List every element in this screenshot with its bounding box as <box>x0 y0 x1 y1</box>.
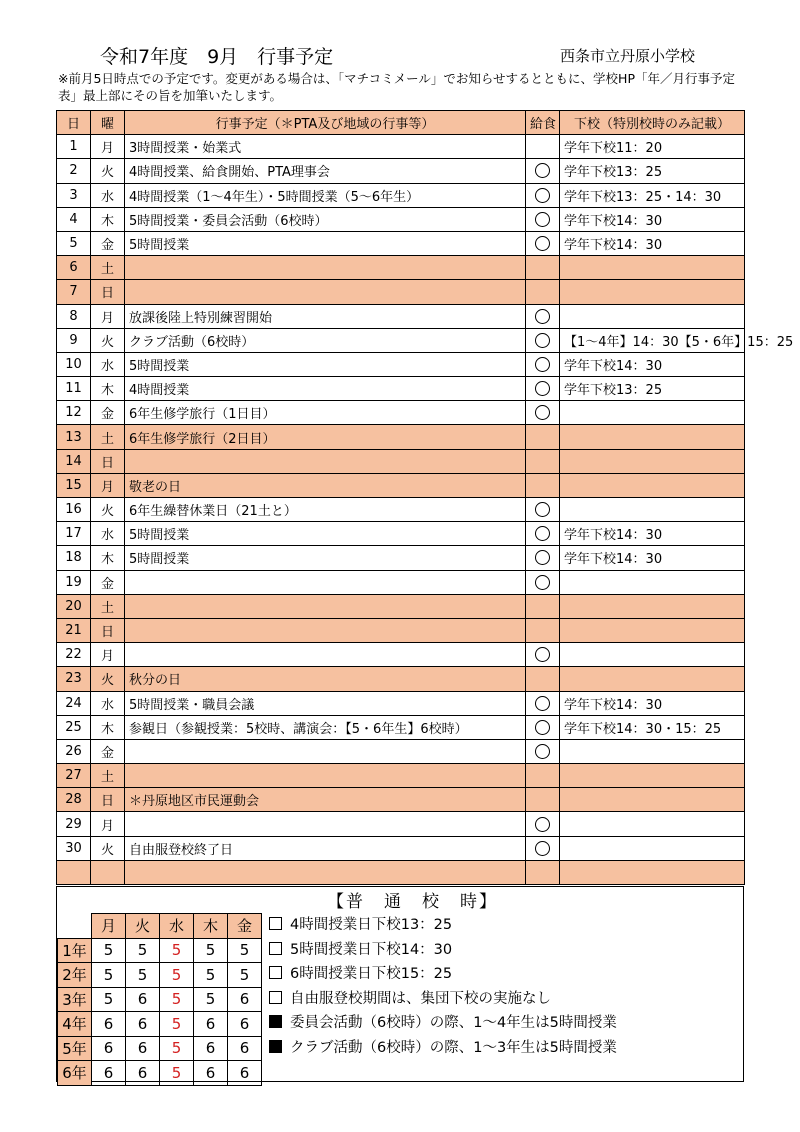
dismissal-cell <box>560 618 745 642</box>
period-count: 6 <box>228 1061 262 1086</box>
day-cell: 8 <box>57 304 91 328</box>
grade-label: 2年 <box>58 963 92 988</box>
legend-text: 4時間授業日下校13：25 <box>290 917 453 933</box>
dismissal-cell <box>560 280 745 304</box>
dismissal-cell <box>560 594 745 618</box>
schedule-row <box>57 401 745 425</box>
dismissal-cell <box>560 498 745 522</box>
event-cell: 3時間授業・始業式 <box>125 135 526 159</box>
legend-text: 5時間授業日下校14：30 <box>290 941 453 958</box>
period-count: 5 <box>160 1061 194 1086</box>
period-row <box>58 963 262 988</box>
lunch-circle-icon <box>535 309 550 324</box>
dismissal-cell <box>560 256 745 280</box>
lunch-cell <box>526 691 560 715</box>
schedule-row <box>57 135 745 159</box>
lunch-circle-icon <box>535 647 550 662</box>
legend-item <box>269 938 739 963</box>
period-count: 5 <box>126 938 160 963</box>
schedule-row <box>57 643 745 667</box>
period-count: 5 <box>194 963 228 988</box>
dismissal-cell <box>560 473 745 497</box>
schedule-row <box>57 715 745 739</box>
event-cell <box>125 860 526 884</box>
lunch-cell <box>526 739 560 763</box>
period-count: 6 <box>194 1061 228 1086</box>
dow-cell: 土 <box>91 594 125 618</box>
period-body <box>58 938 262 1085</box>
dow-cell: 水 <box>91 522 125 546</box>
dismissal-cell: 学年下校13：25・14：30 <box>560 183 745 207</box>
lunch-cell <box>526 159 560 183</box>
event-cell <box>125 643 526 667</box>
schedule-header-row <box>57 111 745 135</box>
day-cell: 15 <box>57 473 91 497</box>
legend-text: 6時間授業日下校15：25 <box>290 966 453 982</box>
lunch-circle-icon <box>535 333 550 348</box>
schedule-table <box>56 110 794 885</box>
schedule-row <box>57 352 745 376</box>
lunch-circle-icon <box>535 381 550 396</box>
lunch-circle-icon <box>535 720 550 735</box>
dismissal-cell <box>560 667 745 691</box>
schedule-row <box>57 256 745 280</box>
lunch-circle-icon <box>535 526 550 541</box>
dismissal-cell <box>560 812 745 836</box>
event-cell <box>125 618 526 642</box>
event-cell: 5時間授業・委員会活動（6校時） <box>125 207 526 231</box>
period-count: 6 <box>126 1036 160 1061</box>
period-day-tue: 火 <box>126 914 160 939</box>
dismissal-cell <box>560 449 745 473</box>
day-cell: 20 <box>57 594 91 618</box>
dow-cell: 水 <box>91 691 125 715</box>
dismissal-cell: 学年下校14：30 <box>560 207 745 231</box>
period-count: 5 <box>160 963 194 988</box>
empty-square-icon <box>269 966 282 979</box>
dismissal-cell: 学年下校13：25 <box>560 377 745 401</box>
lunch-cell <box>526 231 560 255</box>
header-lunch: 給食 <box>526 111 560 135</box>
dow-cell <box>91 860 125 884</box>
page-title: 令和7年度 9月 行事予定 <box>100 46 334 68</box>
school-name: 西条市立丹原小学校 <box>560 47 696 65</box>
day-cell: 27 <box>57 764 91 788</box>
lunch-cell <box>526 594 560 618</box>
lunch-cell <box>526 836 560 860</box>
period-count: 5 <box>194 938 228 963</box>
day-cell: 28 <box>57 788 91 812</box>
dismissal-cell <box>560 788 745 812</box>
period-row <box>58 1036 262 1061</box>
lunch-circle-icon <box>535 817 550 832</box>
lunch-circle-icon <box>535 163 550 178</box>
day-cell: 22 <box>57 643 91 667</box>
period-count: 5 <box>160 938 194 963</box>
lunch-cell <box>526 860 560 884</box>
schedule-row <box>57 425 745 449</box>
lunch-circle-icon <box>535 575 550 590</box>
event-cell: 自由服登校終了日 <box>125 836 526 860</box>
grade-label: 1年 <box>58 938 92 963</box>
schedule-row <box>57 860 745 884</box>
period-count: 6 <box>194 1036 228 1061</box>
lunch-cell <box>526 570 560 594</box>
dismissal-cell <box>560 643 745 667</box>
day-cell: 14 <box>57 449 91 473</box>
event-cell: 5時間授業 <box>125 231 526 255</box>
period-day-mon: 月 <box>92 914 126 939</box>
period-count: 6 <box>126 1061 160 1086</box>
legend-item <box>269 987 739 1012</box>
lunch-cell <box>526 643 560 667</box>
dismissal-cell: 【1～4年】14：30【5・6年】15：25 <box>560 328 745 352</box>
legend-text: クラブ活動（6校時）の際、1～3年生は5時間授業 <box>290 1039 617 1056</box>
event-cell: 5時間授業 <box>125 352 526 376</box>
period-count: 6 <box>92 1012 126 1037</box>
dow-cell: 月 <box>91 473 125 497</box>
period-count: 5 <box>228 963 262 988</box>
filled-square-icon <box>269 1040 282 1053</box>
futsu-title: 【普 通 校 時】 <box>327 892 498 912</box>
dismissal-cell <box>560 764 745 788</box>
header-dismissal: 下校（特別校時のみ記載） <box>560 111 745 135</box>
legend-item <box>269 1011 739 1036</box>
dow-cell: 木 <box>91 715 125 739</box>
day-cell: 3 <box>57 183 91 207</box>
event-cell: ＊丹原地区市民運動会 <box>125 788 526 812</box>
lunch-cell <box>526 135 560 159</box>
header-event: 行事予定（＊PTA及び地域の行事等） <box>125 111 526 135</box>
empty-square-icon <box>269 942 282 955</box>
period-row <box>58 1012 262 1037</box>
lunch-cell <box>526 328 560 352</box>
event-cell: 参観日（参観授業：5校時、講演会：【5・6年生】6校時） <box>125 715 526 739</box>
dismissal-cell <box>560 836 745 860</box>
period-day-thu: 木 <box>194 914 228 939</box>
lunch-cell <box>526 377 560 401</box>
dow-cell: 金 <box>91 401 125 425</box>
grade-label: 6年 <box>58 1061 92 1086</box>
schedule-row <box>57 788 745 812</box>
day-cell: 5 <box>57 231 91 255</box>
schedule-body <box>57 135 794 885</box>
empty-square-icon <box>269 917 282 930</box>
event-cell <box>125 570 526 594</box>
dismissal-cell: 学年下校14：30 <box>560 231 745 255</box>
legend-item <box>269 962 739 987</box>
period-count: 5 <box>160 1036 194 1061</box>
dow-cell: 火 <box>91 328 125 352</box>
day-cell: 4 <box>57 207 91 231</box>
event-cell <box>125 449 526 473</box>
dismissal-cell: 学年下校11：20 <box>560 135 745 159</box>
lunch-cell <box>526 280 560 304</box>
lunch-circle-icon <box>535 696 550 711</box>
schedule-row <box>57 183 745 207</box>
lunch-cell <box>526 207 560 231</box>
schedule-row <box>57 764 745 788</box>
day-cell: 19 <box>57 570 91 594</box>
dow-cell: 木 <box>91 546 125 570</box>
period-count: 5 <box>228 938 262 963</box>
schedule-row <box>57 691 745 715</box>
dow-cell: 月 <box>91 643 125 667</box>
dismissal-legend <box>269 913 739 1060</box>
schedule-row <box>57 304 745 328</box>
empty-square-icon <box>269 991 282 1004</box>
event-cell: 5時間授業 <box>125 546 526 570</box>
period-day-wed: 水 <box>160 914 194 939</box>
lunch-cell <box>526 522 560 546</box>
dow-cell: 日 <box>91 449 125 473</box>
lunch-cell <box>526 473 560 497</box>
grade-label: 5年 <box>58 1036 92 1061</box>
dow-cell: 火 <box>91 836 125 860</box>
schedule-row <box>57 812 745 836</box>
filled-square-icon <box>269 1015 282 1028</box>
day-cell: 21 <box>57 618 91 642</box>
day-cell: 9 <box>57 328 91 352</box>
schedule-row <box>57 546 745 570</box>
period-header-row <box>58 914 262 939</box>
dismissal-cell: 学年下校14：30 <box>560 352 745 376</box>
lunch-cell <box>526 618 560 642</box>
event-cell: 5時間授業 <box>125 522 526 546</box>
period-count: 6 <box>228 987 262 1012</box>
dismissal-cell <box>560 425 745 449</box>
schedule-row <box>57 522 745 546</box>
day-cell: 13 <box>57 425 91 449</box>
dismissal-cell <box>560 570 745 594</box>
dow-cell: 土 <box>91 425 125 449</box>
event-cell: クラブ活動（6校時） <box>125 328 526 352</box>
day-cell: 29 <box>57 812 91 836</box>
grade-label: 4年 <box>58 1012 92 1037</box>
period-count: 5 <box>160 1012 194 1037</box>
period-count: 5 <box>126 963 160 988</box>
lunch-cell <box>526 764 560 788</box>
period-count: 6 <box>92 1036 126 1061</box>
dow-cell: 月 <box>91 812 125 836</box>
schedule-row <box>57 280 745 304</box>
dismissal-cell: 学年下校14：30 <box>560 522 745 546</box>
schedule-row <box>57 739 745 763</box>
event-cell <box>125 594 526 618</box>
day-cell: 26 <box>57 739 91 763</box>
event-cell <box>125 739 526 763</box>
dismissal-cell <box>560 401 745 425</box>
schedule-row <box>57 570 745 594</box>
schedule-row <box>57 159 745 183</box>
lunch-circle-icon <box>535 188 550 203</box>
dow-cell: 金 <box>91 739 125 763</box>
day-cell: 16 <box>57 498 91 522</box>
dow-cell: 土 <box>91 256 125 280</box>
schedule-row <box>57 377 745 401</box>
dismissal-cell: 学年下校13：25 <box>560 159 745 183</box>
day-cell: 6 <box>57 256 91 280</box>
lunch-cell <box>526 425 560 449</box>
lunch-cell <box>526 401 560 425</box>
event-cell: 6年生繰替休業日（21土と） <box>125 498 526 522</box>
period-count: 6 <box>194 1012 228 1037</box>
period-count: 5 <box>92 963 126 988</box>
schedule-row <box>57 498 745 522</box>
period-day-fri: 金 <box>228 914 262 939</box>
day-cell: 7 <box>57 280 91 304</box>
legend-text: 委員会活動（6校時）の際、1～4年生は5時間授業 <box>290 1015 617 1031</box>
day-cell: 1 <box>57 135 91 159</box>
dismissal-cell: 学年下校14：30 <box>560 546 745 570</box>
schedule-row <box>57 207 745 231</box>
day-cell: 11 <box>57 377 91 401</box>
lunch-cell <box>526 788 560 812</box>
dow-cell: 火 <box>91 159 125 183</box>
dismissal-cell <box>560 739 745 763</box>
dow-cell: 土 <box>91 764 125 788</box>
dow-cell: 金 <box>91 231 125 255</box>
period-count: 6 <box>126 987 160 1012</box>
day-cell: 30 <box>57 836 91 860</box>
dow-cell: 日 <box>91 788 125 812</box>
legend-item <box>269 1036 739 1061</box>
lunch-circle-icon <box>535 212 550 227</box>
period-count: 5 <box>194 987 228 1012</box>
lunch-circle-icon <box>535 357 550 372</box>
schedule-note: ※前月5日時点での予定です。変更がある場合は、「マチコミメール」でお知らせするとともに、学校HP「年／月行事予定表」最上部にその旨を加筆いたします。 <box>58 71 735 103</box>
period-row <box>58 1061 262 1086</box>
dow-cell: 月 <box>91 135 125 159</box>
day-cell: 17 <box>57 522 91 546</box>
event-cell <box>125 764 526 788</box>
dow-cell: 金 <box>91 570 125 594</box>
event-cell: 6年生修学旅行（1日目） <box>125 401 526 425</box>
schedule-row <box>57 473 745 497</box>
day-cell: 25 <box>57 715 91 739</box>
event-cell: 敬老の日 <box>125 473 526 497</box>
event-cell: 放課後陸上特別練習開始 <box>125 304 526 328</box>
dow-cell: 木 <box>91 377 125 401</box>
schedule-row <box>57 667 745 691</box>
legend-text: 自由服登校期間は、集団下校の実施なし <box>290 990 551 1007</box>
event-cell: 4時間授業（1～4年生）・5時間授業（5～6年生） <box>125 183 526 207</box>
schedule-row <box>57 231 745 255</box>
period-row <box>58 938 262 963</box>
day-cell: 24 <box>57 691 91 715</box>
lunch-cell <box>526 812 560 836</box>
legend-item <box>269 913 739 938</box>
lunch-cell <box>526 667 560 691</box>
header-dow: 曜 <box>91 111 125 135</box>
schedule-row <box>57 328 745 352</box>
lunch-circle-icon <box>535 236 550 251</box>
period-count: 6 <box>92 1061 126 1086</box>
lunch-cell <box>526 498 560 522</box>
day-cell: 18 <box>57 546 91 570</box>
event-cell: 5時間授業・職員会議 <box>125 691 526 715</box>
lunch-cell <box>526 304 560 328</box>
lunch-cell <box>526 256 560 280</box>
schedule-row <box>57 449 745 473</box>
lunch-cell <box>526 183 560 207</box>
day-cell <box>57 860 91 884</box>
event-cell: 秋分の日 <box>125 667 526 691</box>
lunch-cell <box>526 449 560 473</box>
dismissal-cell: 学年下校14：30 <box>560 691 745 715</box>
period-corner <box>58 914 92 939</box>
day-cell: 12 <box>57 401 91 425</box>
dow-cell: 火 <box>91 667 125 691</box>
grade-label: 3年 <box>58 987 92 1012</box>
lunch-circle-icon <box>535 405 550 420</box>
lunch-circle-icon <box>535 550 550 565</box>
lunch-cell <box>526 352 560 376</box>
schedule-row <box>57 618 745 642</box>
schedule-row <box>57 836 745 860</box>
period-row <box>58 987 262 1012</box>
lunch-cell <box>526 715 560 739</box>
dismissal-cell <box>560 304 745 328</box>
period-count: 6 <box>126 1012 160 1037</box>
schedule-row <box>57 594 745 618</box>
period-count: 5 <box>160 987 194 1012</box>
day-cell: 23 <box>57 667 91 691</box>
dow-cell: 水 <box>91 183 125 207</box>
period-table <box>57 913 262 1086</box>
period-count: 5 <box>92 938 126 963</box>
day-cell: 10 <box>57 352 91 376</box>
dismissal-cell: 学年下校14：30・15：25 <box>560 715 745 739</box>
dow-cell: 水 <box>91 352 125 376</box>
event-cell: 4時間授業、給食開始、PTA理事会 <box>125 159 526 183</box>
futsu-section <box>56 886 744 1082</box>
period-count: 6 <box>228 1012 262 1037</box>
event-cell <box>125 256 526 280</box>
period-count: 6 <box>228 1036 262 1061</box>
dow-cell: 月 <box>91 304 125 328</box>
lunch-circle-icon <box>535 502 550 517</box>
event-cell: 6年生修学旅行（2日目） <box>125 425 526 449</box>
lunch-circle-icon <box>535 744 550 759</box>
header-day: 日 <box>57 111 91 135</box>
period-count: 5 <box>92 987 126 1012</box>
lunch-circle-icon <box>535 841 550 856</box>
event-cell: 4時間授業 <box>125 377 526 401</box>
dow-cell: 火 <box>91 498 125 522</box>
dow-cell: 日 <box>91 280 125 304</box>
event-cell <box>125 280 526 304</box>
day-cell: 2 <box>57 159 91 183</box>
lunch-cell <box>526 546 560 570</box>
dow-cell: 木 <box>91 207 125 231</box>
dismissal-cell <box>560 860 745 884</box>
event-cell <box>125 812 526 836</box>
dow-cell: 日 <box>91 618 125 642</box>
